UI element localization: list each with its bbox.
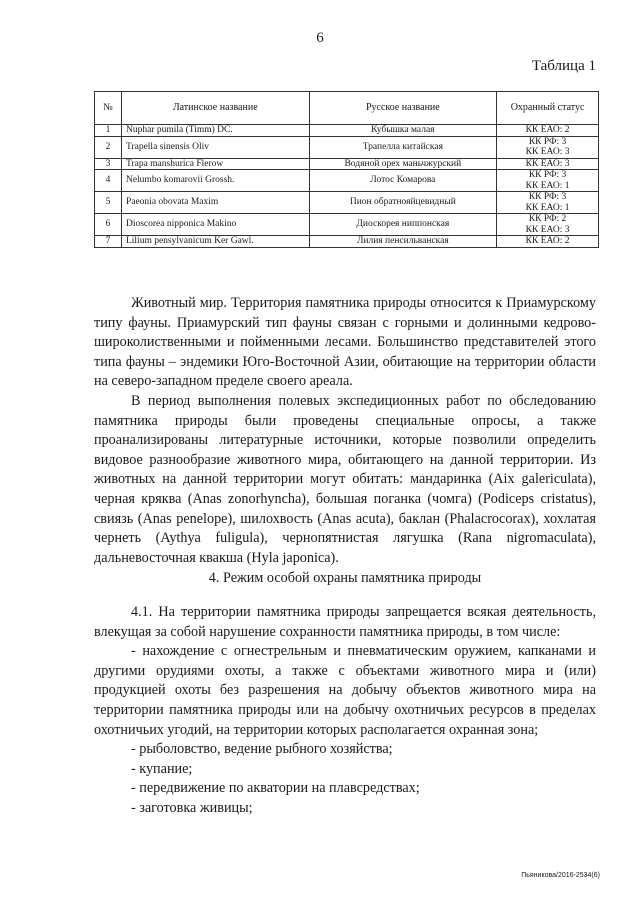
cell-number: 7: [95, 236, 122, 248]
page-number: 6: [316, 30, 324, 46]
cell-number: 5: [95, 192, 122, 214]
cell-russian-name: Лотос Комарова: [309, 170, 497, 192]
status-line: КК РФ: 3: [528, 192, 567, 202]
section-heading: 4. Режим особой охраны памятника природы: [208, 570, 482, 586]
cell-russian-name: Водяной орех маньчжурский: [309, 158, 497, 170]
cell-russian-name: Диоскорея ниппонская: [309, 214, 497, 236]
cell-status: [497, 170, 599, 192]
table-row: [95, 158, 599, 170]
list-item: - передвижение по акватории на плавсредствах;: [131, 780, 420, 797]
list-item: - заготовка живицы;: [131, 799, 253, 816]
table-row: [95, 170, 599, 192]
cell-russian-name: Трапелла китайская: [309, 136, 497, 158]
table-row: [95, 136, 599, 158]
cell-latin-name: Lilium pensylvanicum Ker Gawl.: [121, 236, 309, 248]
table-row: [95, 214, 599, 236]
table-row: [95, 236, 599, 248]
cell-latin-name: Nuphar pumila (Timm) DC.: [121, 125, 309, 137]
fauna-paragraph-text: Животный мир. Территория памятника природы относится к Приамурскому типу фауны. Приамурский тип фауны связан с горными и долинными кедрово-широколиственными и пойменными лесами. Большинство представителей этого типа фауны – эндемики Юго-Восточной Азии, обитающие на территории области на северо-западном пределе своего ареала.: [94, 295, 596, 390]
cell-number: 3: [95, 158, 122, 170]
cell-latin-name: Trapa manshurica Flerow: [121, 158, 309, 170]
status-line: КК ЕАО: 2: [525, 236, 570, 246]
status-line: КК ЕАО: 1: [525, 202, 570, 213]
cell-status: [497, 136, 599, 158]
cell-russian-name: Лилия пенсильванская: [309, 236, 497, 248]
table-caption: Таблица 1: [531, 58, 596, 74]
cell-status: [497, 214, 599, 236]
document-footer-code: Пьяникова/2016-2534(6): [521, 872, 600, 879]
status-line: КК ЕАО: 2: [525, 125, 570, 135]
status-line: КК ЕАО: 3: [525, 158, 570, 169]
survey-paragraph: [94, 392, 596, 568]
cell-status: [497, 158, 599, 170]
header-russian: Русское название: [309, 92, 497, 125]
cell-number: 4: [95, 170, 122, 192]
status-line: КК ЕАО: 3: [525, 147, 570, 157]
fauna-paragraph: [94, 294, 596, 392]
header-latin: Латинское название: [121, 92, 309, 125]
list-item: - купание;: [131, 760, 193, 777]
cell-number: 2: [95, 136, 122, 158]
cell-russian-name: Кубышка малая: [309, 125, 497, 137]
status-line: КК РФ: 3: [528, 136, 567, 147]
cell-latin-name: Trapella sinensis Oliv: [121, 136, 309, 158]
cell-number: 1: [95, 125, 122, 137]
list-item: - рыболовство, ведение рыбного хозяйства;: [131, 741, 393, 758]
cell-number: 6: [95, 214, 122, 236]
prohibitions-intro: 4.1. На территории памятника природы запрещается всякая деятельность, влекущая за собой нарушение сохранности памятника природы, в том числе:: [94, 604, 596, 640]
cell-latin-name: Paeonia obovata Maxim: [121, 192, 309, 214]
status-line: КК РФ: 2: [528, 214, 567, 224]
table-row: [95, 125, 599, 137]
status-line: КК ЕАО: 3: [525, 224, 570, 235]
survey-paragraph-text: В период выполнения полевых экспедиционных работ по обследованию памятника природы были проведены специальные опросы, а также проанализированы литературные источники, которые позволили определить видовое разнообразие животного мира, обитающего на данной территории. Из животных на данной территории могут обитать: мандаринка (Aix galericulata), черная кряква (Anas zonorhyncha), большая поганка (чомга) (Podiceps cristatus), свиязь (Anas penelope), шилохвость (Anas acuta), баклан (Phalacrocorax), хохлатая чернеть (Aythya fuligula), чернопятнистая лягушка (Rana nigromaculata), дальневосточная квакша (Hyla japonica).: [94, 393, 596, 566]
list-item: - нахождение с огнестрельным и пневматическим оружием, капканами и другими орудиями охоты, а также с объектами животного мира и (или) продукцией охоты без разрешения на добычу объектов животного мира на территории памятника природы или на добычу охотничьих ресурсов в пределах охотничьих угодий, на территории которых располагается охранная зона;: [94, 643, 596, 738]
cell-status: [497, 192, 599, 214]
cell-status: [497, 125, 599, 137]
header-status: Охранный статус: [497, 92, 599, 125]
cell-latin-name: Nelumbo komarovii Grossh.: [121, 170, 309, 192]
table-row: [95, 192, 599, 214]
prohibitions-block: [94, 603, 596, 819]
table-header-row: [95, 92, 599, 125]
status-line: КК РФ: 3: [528, 170, 567, 180]
status-line: КК ЕАО: 1: [525, 180, 570, 191]
header-number: №: [95, 92, 122, 125]
species-table: [94, 91, 599, 248]
cell-status: [497, 236, 599, 248]
cell-russian-name: Пион обратнояйцевидный: [309, 192, 497, 214]
cell-latin-name: Dioscorea nipponica Makino: [121, 214, 309, 236]
